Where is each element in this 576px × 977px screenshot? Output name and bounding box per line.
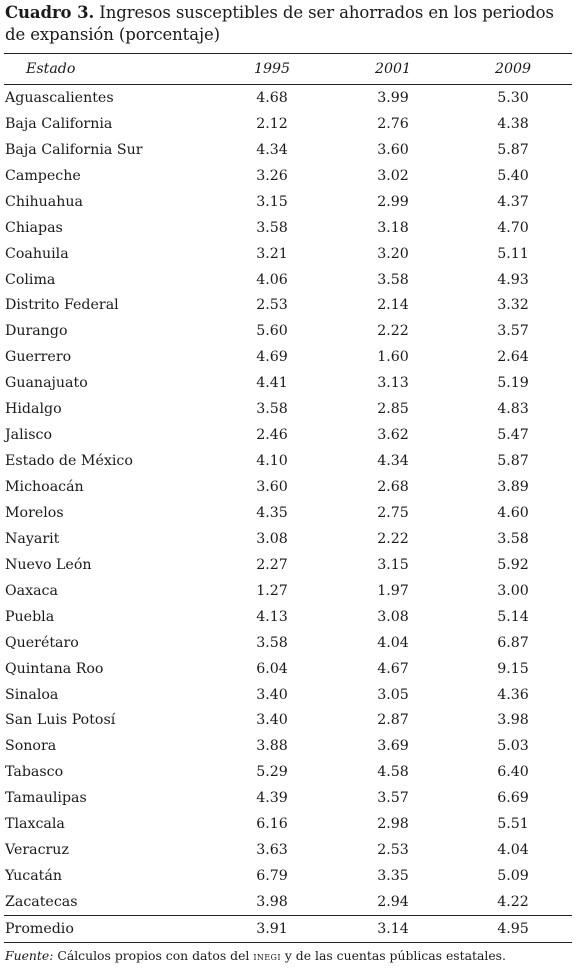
cell-value-2001: 3.20	[377, 245, 409, 262]
cell-state: Querétaro	[5, 634, 79, 651]
cell-value-1995: 3.98	[256, 894, 288, 911]
table-body	[4, 85, 572, 916]
source-text-after: y de las cuentas públicas estatales.	[284, 948, 506, 963]
cell-value-1995: 4.41	[256, 375, 288, 392]
average-2001: 3.14	[332, 916, 454, 943]
cell-value-2001: 2.99	[377, 193, 409, 210]
cell-value-2009: 5.47	[497, 427, 529, 444]
cell-value-2009: 5.11	[497, 245, 529, 262]
header-estado: Estado	[4, 54, 212, 85]
cell-value-1995: 2.46	[256, 427, 288, 444]
cell-value-1995: 3.58	[256, 634, 288, 651]
cell-state: Chiapas	[5, 219, 63, 236]
header-row	[4, 54, 572, 85]
cell-state: Durango	[5, 323, 68, 340]
table-row	[4, 889, 572, 915]
cell-value-2009: 9.15	[497, 660, 529, 677]
cell-state: Sinaloa	[5, 686, 59, 703]
cell-state: Nuevo León	[5, 556, 92, 573]
cell-state: Tabasco	[5, 764, 64, 781]
table-row	[4, 552, 572, 578]
cell-value-1995: 6.16	[256, 816, 288, 833]
table-row	[4, 656, 572, 682]
cell-value-1995: 2.12	[256, 115, 288, 132]
table-row	[4, 759, 572, 785]
cell-value-2001: 3.15	[377, 556, 409, 573]
cell-value-1995: 5.60	[256, 323, 288, 340]
cell-state: Estado de México	[5, 453, 133, 470]
cell-value-2009: 3.89	[497, 479, 529, 496]
cell-state: Hidalgo	[5, 401, 62, 418]
table-row	[4, 474, 572, 500]
cell-state: Puebla	[5, 608, 55, 625]
cell-value-2001: 3.02	[377, 167, 409, 184]
cell-value-2009: 3.00	[497, 582, 529, 599]
cell-value-1995: 3.58	[256, 401, 288, 418]
average-2009: 4.95	[454, 916, 572, 943]
table-row	[4, 604, 572, 630]
cell-state: Jalisco	[5, 427, 52, 444]
cell-state: Baja California Sur	[5, 141, 143, 158]
cell-value-2001: 2.75	[377, 504, 409, 521]
data-table	[4, 53, 572, 943]
table-row	[4, 578, 572, 604]
cell-value-2001: 2.94	[377, 894, 409, 911]
table-row	[4, 370, 572, 396]
table-row	[4, 241, 572, 267]
cell-state: Zacatecas	[5, 894, 78, 911]
cell-value-2009: 5.87	[497, 141, 529, 158]
cell-value-2009: 3.58	[497, 530, 529, 547]
cell-value-1995: 3.08	[256, 530, 288, 547]
cell-state: Tlaxcala	[5, 816, 65, 833]
cell-state: San Luis Potosí	[5, 712, 116, 729]
cell-state: Baja California	[5, 115, 113, 132]
cell-value-1995: 4.69	[256, 349, 288, 366]
table-caption	[4, 2, 572, 46]
cell-state: Oaxaca	[5, 582, 58, 599]
cell-value-2009: 5.40	[497, 167, 529, 184]
cell-value-1995: 4.06	[256, 271, 288, 288]
cell-value-1995: 4.34	[256, 141, 288, 158]
cell-value-2009: 2.64	[497, 349, 529, 366]
table-row	[4, 837, 572, 863]
cell-value-2009: 6.40	[497, 764, 529, 781]
cell-value-1995: 5.29	[256, 764, 288, 781]
cell-value-2009: 4.38	[497, 115, 529, 132]
cell-value-1995: 4.10	[256, 453, 288, 470]
cell-value-1995: 3.88	[256, 738, 288, 755]
cell-state: Chihuahua	[5, 193, 83, 210]
cell-value-2009: 6.87	[497, 634, 529, 651]
table-row	[4, 708, 572, 734]
cell-value-2009: 6.69	[497, 790, 529, 807]
cell-value-1995: 2.53	[256, 297, 288, 314]
header-2009: 2009	[454, 54, 572, 85]
cell-value-2009: 5.87	[497, 453, 529, 470]
header-2001: 2001	[332, 54, 454, 85]
cell-value-2001: 3.99	[377, 89, 409, 106]
average-label: Promedio	[4, 916, 212, 943]
cell-value-2009: 5.92	[497, 556, 529, 573]
cell-state: Sonora	[5, 738, 57, 755]
cell-value-2001: 2.22	[377, 323, 409, 340]
cell-value-2001: 4.34	[377, 453, 409, 470]
table-row	[4, 163, 572, 189]
cell-state: Nayarit	[5, 530, 60, 547]
cell-value-2009: 3.32	[497, 297, 529, 314]
cell-value-2009: 5.19	[497, 375, 529, 392]
table-row	[4, 293, 572, 319]
table-row	[4, 189, 572, 215]
cell-value-2009: 4.37	[497, 193, 529, 210]
cell-state: Colima	[5, 271, 56, 288]
cell-value-2001: 1.97	[377, 582, 409, 599]
cell-value-1995: 1.27	[256, 582, 288, 599]
cell-state: Guerrero	[5, 349, 72, 366]
table-row	[4, 422, 572, 448]
cell-value-2001: 3.57	[377, 790, 409, 807]
cell-value-2001: 2.14	[377, 297, 409, 314]
cell-value-1995: 3.40	[256, 712, 288, 729]
table-row	[4, 318, 572, 344]
cell-value-2009: 3.57	[497, 323, 529, 340]
cell-value-2001: 4.67	[377, 660, 409, 677]
caption-label: Cuadro 3.	[5, 3, 95, 22]
average-1995: 3.91	[212, 916, 332, 943]
cell-value-1995: 4.68	[256, 89, 288, 106]
cell-value-2001: 3.69	[377, 738, 409, 755]
cell-value-1995: 3.58	[256, 219, 288, 236]
cell-value-2009: 4.36	[497, 686, 529, 703]
cell-value-2001: 3.62	[377, 427, 409, 444]
cell-value-2001: 1.60	[377, 349, 409, 366]
cell-value-2009: 4.70	[497, 219, 529, 236]
cell-state: Morelos	[5, 504, 64, 521]
table-row	[4, 85, 572, 111]
cell-value-2009: 4.22	[497, 894, 529, 911]
cell-value-2001: 3.18	[377, 219, 409, 236]
cell-value-2001: 3.60	[377, 141, 409, 158]
table-row	[4, 344, 572, 370]
caption-text: Ingresos susceptibles de ser ahorrados en los periodos de expansión (porcentaje)	[5, 3, 554, 44]
cell-value-1995: 3.63	[256, 842, 288, 859]
cell-state: Aguascalientes	[5, 89, 114, 106]
table-row	[4, 811, 572, 837]
header-1995: 1995	[212, 54, 332, 85]
table-row	[4, 137, 572, 163]
table-row	[4, 785, 572, 811]
cell-value-2001: 3.05	[377, 686, 409, 703]
cell-value-2009: 5.30	[497, 89, 529, 106]
cell-value-2009: 4.04	[497, 842, 529, 859]
cell-value-2001: 3.58	[377, 271, 409, 288]
source-acronym: inegi	[253, 950, 281, 963]
cell-state: Tamaulipas	[5, 790, 87, 807]
table-row	[4, 526, 572, 552]
table-row	[4, 863, 572, 889]
table-row	[4, 267, 572, 293]
cell-value-2001: 3.13	[377, 375, 409, 392]
table-row	[4, 500, 572, 526]
cell-state: Michoacán	[5, 479, 84, 496]
source-label: Fuente:	[5, 948, 54, 963]
cell-value-2001: 4.04	[377, 634, 409, 651]
cell-value-1995: 6.04	[256, 660, 288, 677]
cell-state: Coahuila	[5, 245, 69, 262]
table-row	[4, 396, 572, 422]
cell-value-1995: 3.15	[256, 193, 288, 210]
cell-value-1995: 3.40	[256, 686, 288, 703]
cell-value-1995: 3.26	[256, 167, 288, 184]
cell-value-2001: 2.22	[377, 530, 409, 547]
cell-state: Distrito Federal	[5, 297, 119, 314]
cell-value-1995: 2.27	[256, 556, 288, 573]
cell-state: Veracruz	[5, 842, 69, 859]
cell-value-2001: 2.53	[377, 842, 409, 859]
cell-value-1995: 4.39	[256, 790, 288, 807]
cell-value-2001: 2.68	[377, 479, 409, 496]
cell-value-1995: 3.21	[256, 245, 288, 262]
cell-value-2001: 2.85	[377, 401, 409, 418]
cell-state: Yucatán	[5, 868, 62, 885]
source-text-before: Cálculos propios con datos del	[57, 948, 250, 963]
table-row	[4, 111, 572, 137]
table-row	[4, 215, 572, 241]
source-note	[4, 948, 572, 963]
table-row	[4, 630, 572, 656]
cell-value-2009: 4.60	[497, 504, 529, 521]
cell-value-1995: 6.79	[256, 868, 288, 885]
cell-value-2001: 4.58	[377, 764, 409, 781]
table-row	[4, 448, 572, 474]
cell-value-2009: 4.93	[497, 271, 529, 288]
table-row	[4, 733, 572, 759]
cell-value-2009: 5.03	[497, 738, 529, 755]
cell-value-2009: 5.14	[497, 608, 529, 625]
table-row	[4, 682, 572, 708]
cell-value-2001: 2.76	[377, 115, 409, 132]
cell-state: Guanajuato	[5, 375, 88, 392]
cell-value-1995: 3.60	[256, 479, 288, 496]
cell-state: Quintana Roo	[5, 660, 104, 677]
cell-value-2009: 5.09	[497, 868, 529, 885]
cell-value-2009: 5.51	[497, 816, 529, 833]
cell-value-2001: 2.98	[377, 816, 409, 833]
cell-value-2001: 2.87	[377, 712, 409, 729]
cell-value-2001: 3.35	[377, 868, 409, 885]
cell-value-2009: 4.83	[497, 401, 529, 418]
cell-value-2009: 3.98	[497, 712, 529, 729]
cell-value-2001: 3.08	[377, 608, 409, 625]
average-row	[4, 916, 572, 943]
cell-value-1995: 4.35	[256, 504, 288, 521]
cell-value-1995: 4.13	[256, 608, 288, 625]
cell-state: Campeche	[5, 167, 81, 184]
